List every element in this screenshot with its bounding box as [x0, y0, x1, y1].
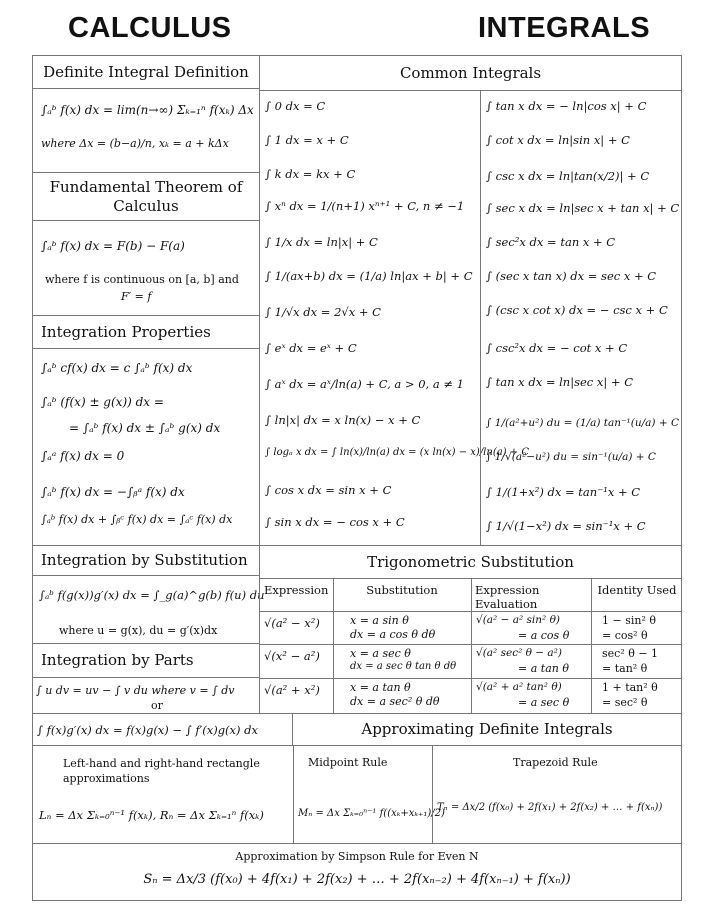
simpson-formula: Sₙ = Δx/3 (f(x₀) + 4f(x₁) + 2f(x₂) + … + 2f(xₙ₋₂) + 4f(xₙ₋₁) + f(xₙ)) [143, 872, 571, 887]
integral-formula: ∫ sec x dx = ln|sec x + tan x| + C [486, 201, 680, 215]
trig-column-header: Substitution [366, 583, 438, 597]
simpson-label: Approximation by Simpson Rule for Even N [235, 850, 479, 863]
trig-identity: 1 + tan² θ [602, 681, 658, 694]
trig-identity-result: = sec² θ [602, 696, 648, 709]
integral-formula: ∫ 1/(1+x²) dx = tan⁻¹x + C [486, 485, 641, 499]
common-header: Common Integrals [259, 55, 682, 91]
midpoint-box [293, 745, 445, 844]
trig-column-header: Expression [264, 583, 329, 597]
trig-identity: 1 − sin² θ [602, 614, 656, 627]
trapezoid-box [432, 745, 682, 844]
trig-substitution: x = a sec θ [350, 647, 411, 660]
property-formula: ∫ₐᵇ f(x) dx + ∫ᵦᶜ f(x) dx = ∫ₐᶜ f(x) dx [41, 513, 233, 526]
column-divider [471, 579, 472, 713]
trig-substitution: x = a tan θ [350, 681, 411, 694]
midpoint-label: Midpoint Rule [308, 756, 388, 769]
trig-evaluation: √(a² + a² tan² θ) [476, 681, 562, 693]
property-formula: ∫ₐᵃ f(x) dx = 0 [41, 449, 125, 463]
integral-formula: ∫ eˣ dx = eˣ + C [265, 341, 357, 355]
column-divider [333, 579, 334, 713]
substitution-where: where u = g(x), du = g′(x)dx [59, 624, 218, 637]
trapezoid-label: Trapezoid Rule [513, 756, 598, 769]
trig-evaluation-result: = a cos θ [518, 629, 570, 642]
integral-formula: ∫ tan x dx = − ln|cos x| + C [486, 99, 647, 113]
trig-evaluation: √(a² sec² θ − a²) [476, 647, 562, 659]
trig-substitution-dx: dx = a sec θ tan θ dθ [350, 661, 457, 672]
row-divider [260, 644, 681, 645]
common-left-box [259, 90, 529, 546]
trig-evaluation-result: = a sec θ [518, 696, 570, 709]
trig-header: Trigonometric Substitution [259, 545, 682, 579]
parts-formula-2: ∫ f(x)g′(x) dx = f(x)g(x) − ∫ f′(x)g(x) dx [37, 723, 259, 737]
properties-header: Integration Properties [32, 315, 260, 349]
trig-expression: √(a² − x²) [264, 616, 320, 630]
integral-formula: ∫ 1/(ax+b) dx = (1/a) ln|ax + b| + C [265, 269, 473, 283]
integral-formula: ∫ csc²x dx = − cot x + C [486, 341, 628, 355]
integral-formula: ∫ 0 dx = C [265, 99, 326, 113]
trig-identity-result: = tan² θ [602, 662, 648, 675]
integral-formula: ∫ logₐ x dx = ∫ ln(x)/ln(a) dx = (x ln(x) − x)/ln(a) + C [265, 447, 529, 458]
integral-formula: ∫ 1/(a²+u²) du = (1/a) tan⁻¹(u/a) + C [486, 417, 680, 429]
trig-substitution-dx: dx = a cos θ dθ [350, 628, 436, 641]
integral-formula: ∫ sin x dx = − cos x + C [265, 515, 405, 529]
integral-formula: ∫ 1 dx = x + C [265, 133, 349, 147]
parts-box-2 [32, 713, 293, 746]
ftc-where: where f is continuous on [a, b] and [45, 273, 239, 286]
title-calculus: CALCULUS [68, 12, 232, 44]
definite-where: where Δx = (b−a)/n, xₖ = a + kΔx [41, 137, 229, 150]
definite-formula: ∫ₐᵇ f(x) dx = lim(n→∞) Σₖ₌₁ⁿ f(xₖ) Δx [41, 103, 254, 117]
simpson-box [32, 843, 682, 901]
integral-formula: ∫ cos x dx = sin x + C [265, 483, 392, 497]
rect-formula: Lₙ = Δx Σₖ₌₀ⁿ⁻¹ f(xₖ), Rₙ = Δx Σₖ₌₁ⁿ f(xₖ) [39, 808, 264, 822]
parts-header: Integration by Parts [32, 643, 260, 678]
rect-box [32, 745, 294, 844]
integral-formula: ∫ tan x dx = ln|sec x| + C [486, 375, 633, 389]
trig-substitution-dx: dx = a sec² θ dθ [350, 695, 440, 708]
trapezoid-formula: Tₙ = Δx/2 (f(x₀) + 2f(x₁) + 2f(x₂) + … + f(xₙ)) [437, 802, 663, 813]
integral-formula: ∫ (sec x tan x) dx = sec x + C [486, 269, 657, 283]
property-formula: ∫ₐᵇ (f(x) ± g(x)) dx = [41, 395, 164, 409]
column-divider [591, 579, 592, 713]
definite-header: Definite Integral Definition [32, 55, 260, 89]
integral-formula: ∫ 1/√x dx = 2√x + C [265, 305, 381, 319]
trig-evaluation-result: = a tan θ [518, 662, 569, 675]
integral-formula: ∫ (csc x cot x) dx = − csc x + C [486, 303, 668, 317]
property-formula: ∫ₐᵇ f(x) dx = −∫ᵦᵃ f(x) dx [41, 485, 185, 499]
approx-header: Approximating Definite Integrals [292, 713, 682, 746]
integral-formula: ∫ 1/√(a²−u²) du = sin⁻¹(u/a) + C [486, 451, 656, 463]
integral-formula: ∫ csc x dx = ln|tan(x/2)| + C [486, 169, 650, 183]
ftc-formula: ∫ₐᵇ f(x) dx = F(b) − F(a) [41, 239, 185, 253]
trig-expression: √(a² + x²) [264, 683, 320, 697]
properties-box [32, 348, 260, 546]
midpoint-formula: Mₙ = Δx Σₖ₌₀ⁿ⁻¹ f((xₖ+xₖ₊₁)/2) [298, 808, 445, 819]
trig-evaluation: √(a² − a² sin² θ) [476, 614, 561, 626]
ftc-box [32, 220, 260, 316]
ftc-header: Fundamental Theorem of Calculus [32, 172, 260, 221]
integral-formula: ∫ cot x dx = ln|sin x| + C [486, 133, 630, 147]
parts-formula: ∫ u dv = uv − ∫ v du where v = ∫ dv [36, 684, 235, 697]
title-integrals: INTEGRALS [478, 12, 651, 44]
trig-identity: sec² θ − 1 [602, 647, 659, 660]
property-formula: = ∫ₐᵇ f(x) dx ± ∫ₐᵇ g(x) dx [69, 421, 221, 435]
trig-column-header: Identity Used [597, 583, 677, 597]
rect-label: Left-hand and right-hand rectangle approximations [63, 757, 260, 786]
parts-or: or [151, 699, 163, 712]
parts-box [32, 677, 260, 714]
trig-expression: √(x² − a²) [264, 649, 320, 663]
trig-substitution: x = a sin θ [350, 614, 409, 627]
ftc-where2: F′ = f [121, 290, 152, 303]
integral-formula: ∫ sec²x dx = tan x + C [486, 235, 616, 249]
integral-formula: ∫ k dx = kx + C [265, 167, 356, 181]
integral-formula: ∫ ln|x| dx = x ln(x) − x + C [265, 413, 421, 427]
row-divider [260, 678, 681, 679]
common-right-box [480, 90, 682, 546]
integral-formula: ∫ xⁿ dx = 1/(n+1) xⁿ⁺¹ + C, n ≠ −1 [265, 199, 465, 213]
substitution-header: Integration by Substitution [32, 545, 260, 576]
integral-formula: ∫ 1/√(1−x²) dx = sin⁻¹x + C [486, 519, 646, 533]
trig-identity-result: = cos² θ [602, 629, 648, 642]
integral-formula: ∫ aˣ dx = aˣ/ln(a) + C, a > 0, a ≠ 1 [265, 377, 464, 391]
property-formula: ∫ₐᵇ cf(x) dx = c ∫ₐᵇ f(x) dx [41, 361, 193, 375]
substitution-box [32, 575, 265, 644]
row-divider [260, 611, 681, 612]
substitution-formula: ∫ₐᵇ f(g(x))g′(x) dx = ∫_g(a)^g(b) f(u) du [39, 588, 265, 602]
integral-formula: ∫ 1/x dx = ln|x| + C [265, 235, 378, 249]
trig-table [259, 578, 682, 714]
definite-box [32, 88, 260, 173]
trig-column-header: Expression Evaluation [475, 583, 540, 611]
